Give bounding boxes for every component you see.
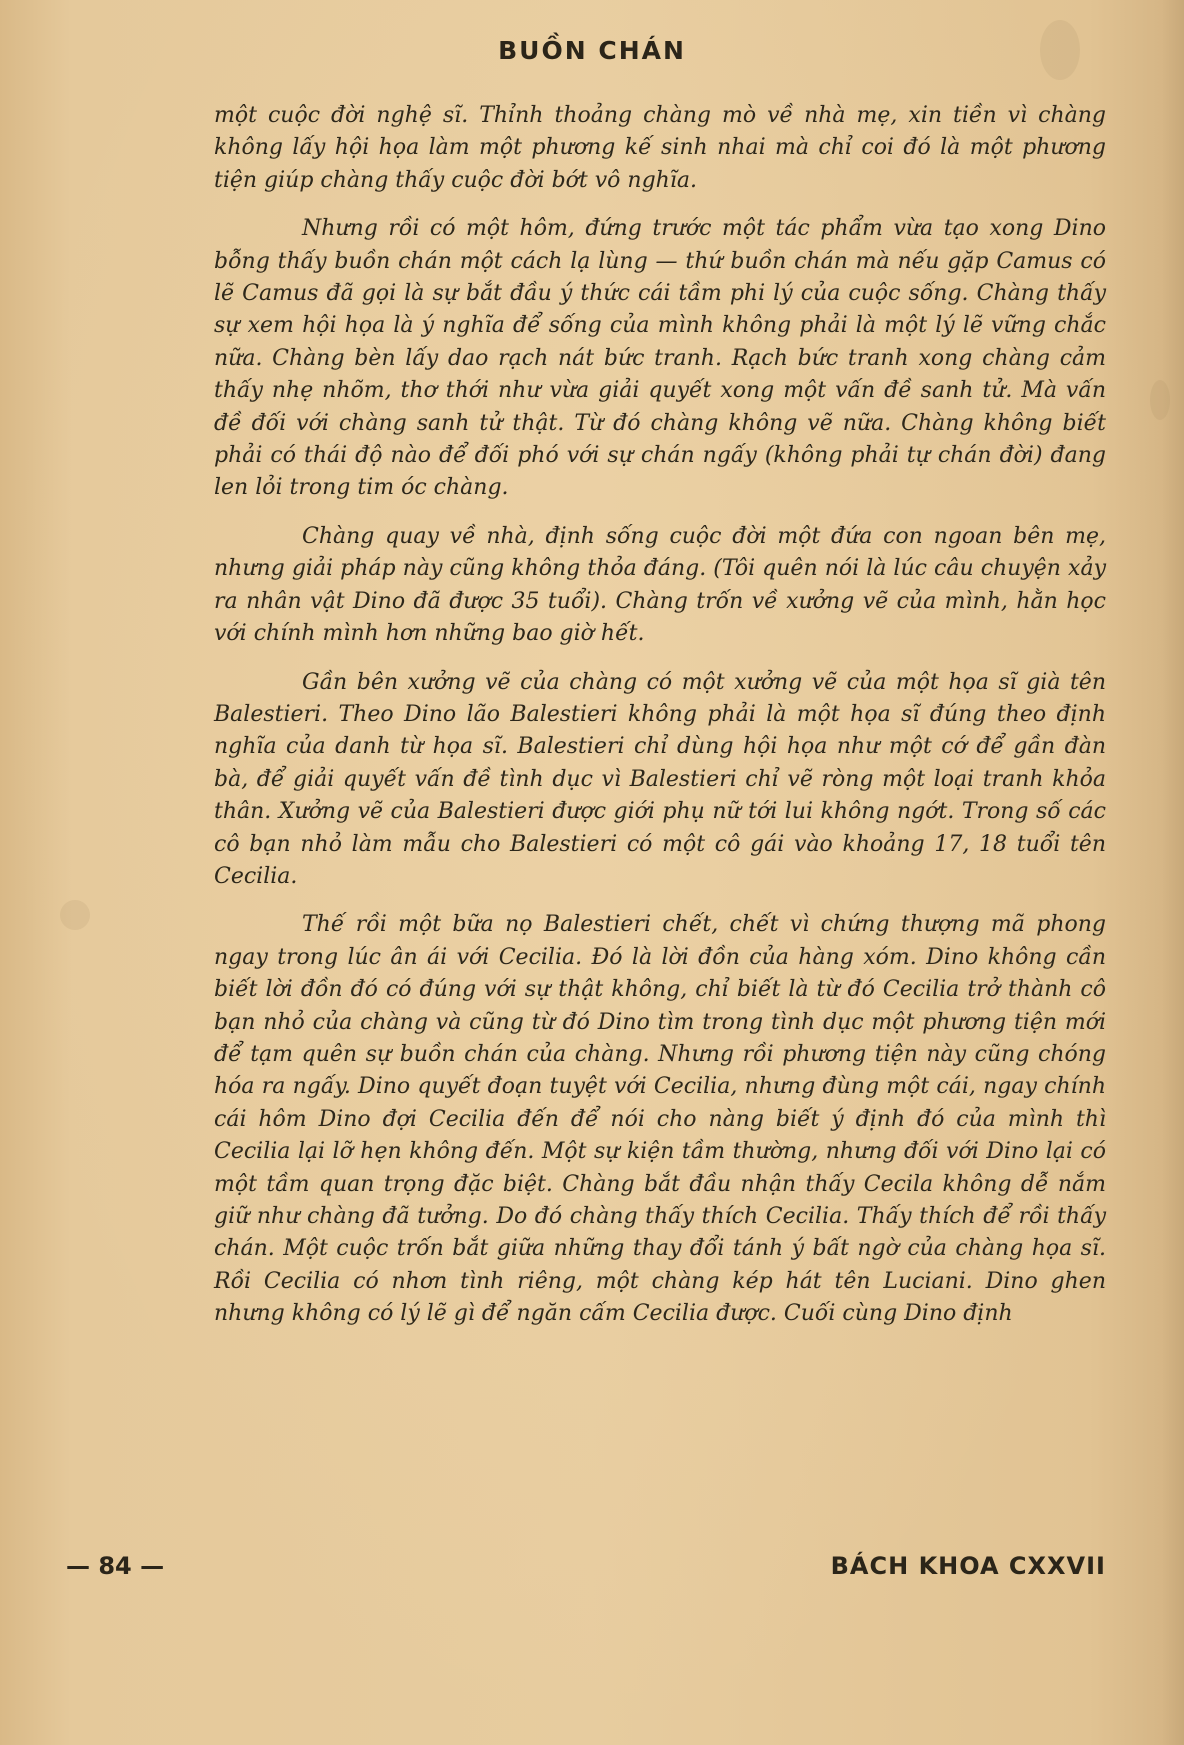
journal-name: BÁCH KHOA CXXVII xyxy=(830,1552,1106,1580)
paragraph: Nhưng rồi có một hôm, đứng trước một tác phẩm vừa tạo xong Dino bỗng thấy buồn chán một cách lạ lùng — thứ buồn chán mà nếu gặp Camus có lẽ Camus đã gọi là sự bắt đầu ý thức cái tầm phi lý của cuộc sống. Chàng thấy sự xem hội họa là ý nghĩa để sống của mình không phải là một lý lẽ vững chắc nữa. Chàng bèn lấy dao rạch nát bức tranh. Rạch bức tranh xong chàng cảm thấy nhẹ nhõm, thơ thới như vừa giải quyết xong một vấn đề sanh tử. Mà vấn đề đối với chàng sanh tử thật. Từ đó chàng không vẽ nữa. Chàng không biết phải có thái độ nào để đối phó với sự chán ngấy (không phải tự chán đời) đang len lỏi trong tim óc chàng. xyxy=(214,216,1106,501)
paragraph: Gần bên xưởng vẽ của chàng có một xưởng vẽ của một họa sĩ già tên Balestieri. Theo Dino lão Balestieri không phải là một họa sĩ đúng theo định nghĩa của danh từ họa sĩ. Balestieri chỉ dùng hội họa như một cớ để gần đàn bà, để giải quyết vấn đề tình dục vì Balestieri chỉ vẽ ròng một loại tranh khỏa thân. Xưởng vẽ của Balestieri được giới phụ nữ tới lui không ngớt. Trong số các cô bạn nhỏ làm mẫu cho Balestieri có một cô gái vào khoảng 17, 18 tuổi tên Cecilia. xyxy=(214,669,1106,889)
running-header-title: BUỒN CHÁN xyxy=(498,36,686,65)
paper-stain xyxy=(1150,380,1170,420)
paragraph-continuation: một cuộc đời nghệ sĩ. Thỉnh thoảng chàng mò về nhà mẹ, xin tiền vì chàng không lấy hội họa làm một phương kế sinh nhai mà chỉ coi đó là một phương tiện giúp chàng thấy cuộc đời bớt vô nghĩa. xyxy=(214,103,1106,193)
paragraph: Chàng quay về nhà, định sống cuộc đời một đứa con ngoan bên mẹ, nhưng giải pháp này cũng không thỏa đáng. (Tôi quên nói là lúc câu chuyện xảy ra nhân vật Dino đã được 35 tuổi). Chàng trốn về xưởng vẽ của mình, hằn học với chính mình hơn những bao giờ hết. xyxy=(214,523,1106,647)
paper-stain xyxy=(60,900,90,930)
page-number: — 84 — xyxy=(66,1552,165,1580)
paragraph: Thế rồi một bữa nọ Balestieri chết, chết vì chứng thượng mã phong ngay trong lúc ân ái với Cecilia. Đó là lời đồn của hàng xóm. Dino không cần biết lời đồn đó có đúng với sự thật không, chỉ biết là từ đó Cecilia trở thành cô bạn nhỏ của chàng và cũng từ đó Dino tìm trong tình dục một phương tiện mới để tạm quên sự buồn chán của chàng. Nhưng rồi phương tiện này cũng chóng hóa ra ngấy. Dino quyết đoạn tuyệt với Cecilia, nhưng đùng một cái, ngay chính cái hôm Dino đợi Cecilia đến để nói cho nàng biết ý định đó của mình thì Cecilia lại lỡ hẹn không đến. Một sự kiện tầm thường, nhưng đối với Dino lại có một tầm quan trọng đặc biệt. Chàng bắt đầu nhận thấy Cecila không dễ nắm giữ như chàng đã tưởng. Do đó chàng thấy thích Cecilia. Thấy thích để rồi thấy chán. Một cuộc trốn bắt giữa những thay đổi tánh ý bất ngờ của chàng họa sĩ. Rồi Cecilia có nhơn tình riêng, một chàng kép hát tên Luciani. Dino ghen nhưng không có lý lẽ gì để ngăn cấm Cecilia được. Cuối cùng Dino định xyxy=(214,912,1106,1327)
article-body xyxy=(214,100,1106,1331)
